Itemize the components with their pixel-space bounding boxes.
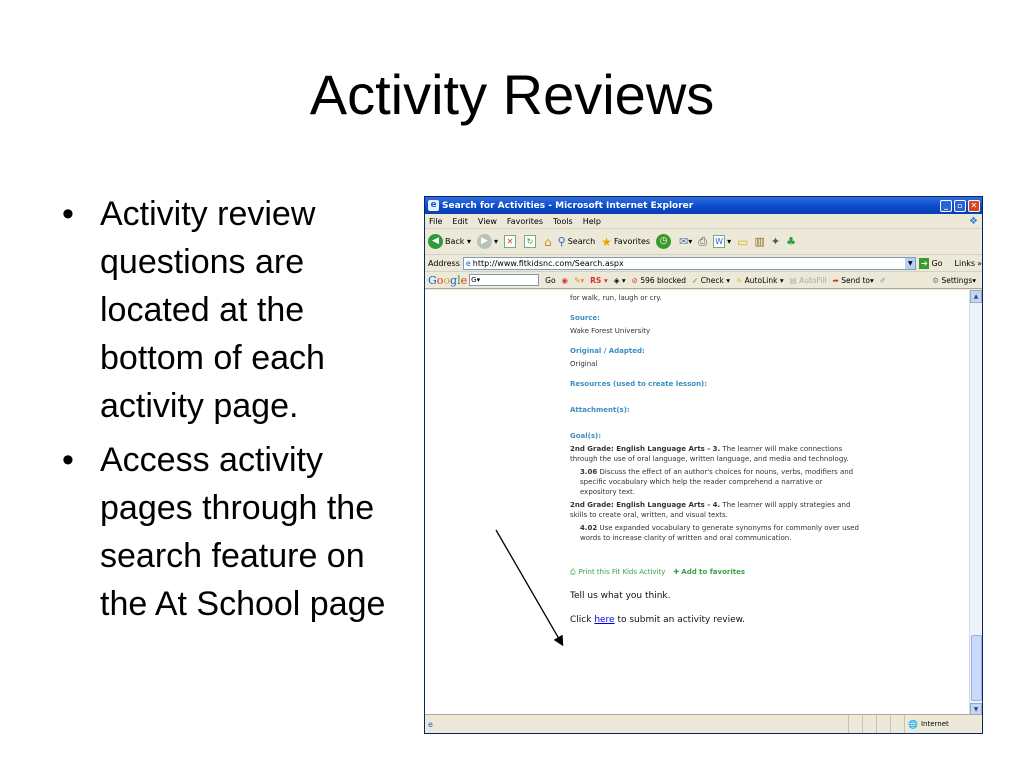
activity-details bbox=[570, 290, 860, 625]
intro-text: for walk, run, laugh or cry. bbox=[570, 294, 662, 302]
menu-view[interactable]: View bbox=[477, 216, 497, 226]
goal-item: 2nd Grade: English Language Arts - 3. The learner will make connections through the use of oral language, written language, and media and technology. bbox=[570, 445, 849, 463]
menu-tools[interactable]: Tools bbox=[553, 216, 573, 226]
settings-button[interactable]: ⚙ Settings▾ bbox=[932, 275, 976, 285]
standard-toolbar bbox=[425, 229, 982, 255]
mail-icon: ✉ bbox=[679, 235, 689, 248]
submit-review-link[interactable]: here bbox=[594, 615, 615, 625]
page-favicon-icon: e bbox=[465, 258, 471, 268]
menu-favorites[interactable]: Favorites bbox=[506, 216, 544, 226]
bullet-list bbox=[58, 190, 408, 634]
add-to-favorites-link[interactable]: Add to favorites bbox=[681, 568, 746, 576]
status-bar bbox=[425, 714, 983, 733]
security-zone: 🌐 Internet bbox=[904, 715, 983, 733]
page-status-icon: e bbox=[428, 719, 433, 729]
scroll-up-icon[interactable]: ▲ bbox=[970, 290, 982, 303]
browser-window bbox=[424, 196, 983, 734]
back-arrow-icon: ◀ bbox=[428, 234, 443, 249]
status-pane bbox=[890, 715, 904, 733]
page-viewport bbox=[425, 290, 971, 716]
address-dropdown-icon[interactable]: ▼ bbox=[905, 258, 915, 269]
goal-sub-item: 3.06 Discuss the effect of an author's choices for nouns, verbs, modifiers and specific vocabulary which help the reader comprehend a narrative or expository text. bbox=[580, 468, 854, 496]
menu-file[interactable]: File bbox=[429, 216, 443, 226]
scroll-down-icon[interactable]: ▼ bbox=[970, 703, 982, 716]
menu-help[interactable]: Help bbox=[582, 216, 601, 226]
star-icon: ★ bbox=[601, 234, 612, 249]
spell-icon[interactable]: ◈ ▾ bbox=[613, 275, 626, 285]
messenger-icon: ♣ bbox=[786, 235, 796, 248]
status-pane bbox=[862, 715, 876, 733]
autofill-button[interactable]: ▤ AutoFill bbox=[789, 275, 827, 285]
back-button[interactable]: ◀ Back ▾ bbox=[428, 234, 471, 249]
home-icon: ⌂ bbox=[544, 234, 552, 249]
slide-title: Activity Reviews bbox=[309, 63, 715, 126]
pagerank-icon[interactable]: ✎▾ bbox=[574, 275, 585, 285]
refresh-icon: ↻ bbox=[524, 235, 536, 248]
google-toolbar bbox=[425, 272, 982, 289]
google-go-button[interactable]: Go bbox=[545, 275, 556, 285]
mail-button[interactable]: ✉ ▾ bbox=[679, 235, 693, 248]
folder-icon: ▭ bbox=[737, 234, 749, 249]
globe-icon: 🌐 bbox=[908, 719, 918, 729]
bullet-item: • Activity review questions are located at the bottom of each activity page. bbox=[58, 190, 408, 430]
home-button[interactable] bbox=[544, 235, 552, 249]
wand-icon: ✧ bbox=[735, 275, 743, 285]
close-button[interactable]: ✕ bbox=[968, 200, 980, 212]
windows-logo-icon: ❖ bbox=[969, 215, 978, 227]
minimize-button[interactable]: _ bbox=[940, 200, 952, 212]
go-button[interactable]: Go bbox=[931, 258, 943, 268]
check-button[interactable]: ✓ Check ▾ bbox=[692, 275, 730, 285]
original-adapted-value: Original bbox=[570, 360, 598, 368]
address-label: Address bbox=[428, 258, 460, 268]
blocked-icon: ⊘ bbox=[631, 275, 638, 285]
review-prompt: Tell us what you think. bbox=[570, 591, 671, 601]
menu-bar bbox=[425, 214, 982, 229]
status-panes bbox=[848, 715, 983, 733]
send-icon: ➦ bbox=[832, 275, 839, 285]
address-input[interactable]: e http://www.fitkidsnc.com/Search.aspx ▼ bbox=[463, 257, 916, 270]
google-search-input[interactable]: G▾ bbox=[469, 274, 539, 286]
goal-item: 2nd Grade: English Language Arts - 4. The learner will apply strategies and skills to create oral, written, and visual texts. bbox=[570, 501, 851, 519]
bullet-dot-icon: • bbox=[62, 441, 74, 479]
print-activity-link[interactable]: Print this Fit Kids Activity bbox=[578, 568, 666, 576]
news-icon[interactable]: ◉ bbox=[561, 275, 569, 285]
book-icon: ▥ bbox=[754, 235, 765, 248]
checkmark-icon: ✓ bbox=[692, 275, 699, 285]
highlighter-icon[interactable]: ✐ bbox=[879, 275, 887, 285]
bullet-item: • Access activity pages through the search feature on the At School page bbox=[58, 436, 408, 628]
rss-icon[interactable]: RS ▾ bbox=[590, 275, 608, 285]
edit-button[interactable]: W ▾ bbox=[713, 235, 731, 248]
printer-icon: ⎙ bbox=[570, 568, 576, 576]
settings-gear-icon: ⚙ bbox=[932, 275, 940, 285]
autolink-button[interactable]: ✧ AutoLink ▾ bbox=[735, 275, 784, 285]
ie-logo-icon: e bbox=[428, 200, 439, 211]
popup-blocker-button[interactable]: ⊘ 596 blocked bbox=[631, 275, 687, 285]
review-instructions: Click here to submit an activity review. bbox=[570, 615, 746, 625]
print-button[interactable] bbox=[698, 235, 707, 249]
send-to-button[interactable]: ➦ Send to▾ bbox=[832, 275, 874, 285]
source-value: Wake Forest University bbox=[570, 327, 651, 335]
status-pane bbox=[848, 715, 862, 733]
goal-sub-item: 4.02 Use expanded vocabulary to generate synonyms for commonly over used words to increase clarity of written and oral communication. bbox=[580, 524, 859, 542]
folder-button[interactable] bbox=[737, 235, 748, 249]
goals-heading: Goal(s): bbox=[570, 432, 602, 440]
google-logo: Google bbox=[428, 273, 468, 287]
status-pane bbox=[876, 715, 890, 733]
chevron-right-icon[interactable]: » bbox=[977, 258, 982, 268]
search-icon: ⚲ bbox=[557, 235, 566, 248]
forward-arrow-icon: ▶ bbox=[477, 234, 492, 249]
links-button[interactable]: Links bbox=[954, 258, 976, 268]
activity-actions bbox=[570, 567, 860, 577]
vertical-scrollbar[interactable] bbox=[969, 290, 982, 716]
address-bar bbox=[425, 255, 982, 272]
word-icon: W bbox=[713, 235, 725, 248]
messenger-button[interactable] bbox=[771, 235, 780, 248]
add-icon: ✚ bbox=[673, 568, 680, 576]
go-arrow-icon[interactable]: ➔ bbox=[921, 258, 928, 268]
discuss-icon: ✦ bbox=[770, 235, 781, 248]
refresh-button[interactable] bbox=[524, 235, 538, 248]
source-heading: Source: bbox=[570, 314, 600, 322]
favorites-button[interactable]: ★ Favorites bbox=[601, 234, 651, 249]
browser-titlebar[interactable] bbox=[425, 197, 982, 214]
resources-heading: Resources (used to create lesson): bbox=[570, 380, 708, 388]
history-button[interactable] bbox=[656, 234, 673, 249]
search-button[interactable]: ⚲ Search bbox=[557, 235, 596, 248]
form-icon: ▤ bbox=[789, 275, 797, 285]
stop-icon: ✕ bbox=[504, 235, 516, 248]
printer-icon: ⎙ bbox=[698, 234, 708, 248]
forward-button[interactable]: ▶ ▾ bbox=[477, 234, 498, 249]
menu-edit[interactable]: Edit bbox=[452, 216, 468, 226]
original-adapted-heading: Original / Adapted: bbox=[570, 347, 645, 355]
buddy-button[interactable] bbox=[786, 235, 796, 248]
maximize-button[interactable]: ▫ bbox=[954, 200, 966, 212]
research-button[interactable] bbox=[754, 235, 764, 248]
stop-button[interactable] bbox=[504, 235, 518, 248]
bullet-dot-icon: • bbox=[62, 195, 74, 233]
attachments-heading: Attachment(s): bbox=[570, 406, 630, 414]
history-icon: ◷ bbox=[656, 234, 671, 249]
scroll-thumb[interactable] bbox=[971, 635, 982, 701]
window-title: Search for Activities - Microsoft Internet Explorer bbox=[442, 200, 694, 211]
